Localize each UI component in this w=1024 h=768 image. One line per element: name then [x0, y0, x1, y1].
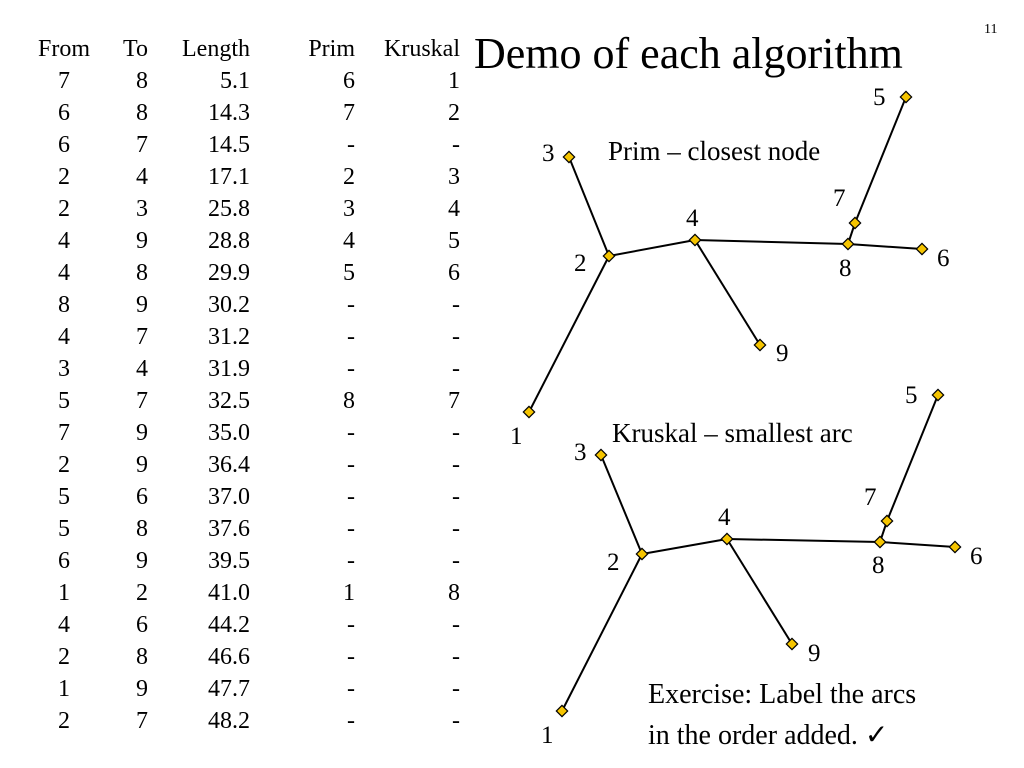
kruskal-node-label-1: 1: [541, 722, 554, 749]
prim-edge-7-5: [855, 97, 906, 223]
cell-kruskal: 3: [448, 164, 460, 190]
cell-kruskal: -: [452, 132, 460, 158]
cell-length: 14.5: [208, 132, 250, 158]
cell-prim: -: [347, 612, 355, 638]
cell-length: 5.1: [220, 68, 250, 94]
cell-prim: -: [347, 484, 355, 510]
cell-length: 37.6: [208, 516, 250, 542]
cell-kruskal: -: [452, 644, 460, 670]
cell-prim: -: [347, 548, 355, 574]
cell-to: 4: [136, 356, 148, 382]
cell-from: 2: [58, 644, 70, 670]
cell-kruskal: -: [452, 708, 460, 734]
prim-node-label-9: 9: [776, 340, 789, 367]
checkmark-icon: ✓: [864, 720, 889, 751]
cell-prim: 3: [343, 196, 355, 222]
cell-kruskal: -: [452, 292, 460, 318]
prim-edge-2-3: [569, 157, 609, 256]
cell-prim: 7: [343, 100, 355, 126]
cell-to: 8: [136, 516, 148, 542]
cell-from: 7: [58, 68, 70, 94]
cell-from: 4: [58, 260, 70, 286]
kruskal-node-label-5: 5: [905, 382, 918, 409]
cell-length: 28.8: [208, 228, 250, 254]
kruskal-node-label-6: 6: [970, 543, 983, 570]
cell-kruskal: -: [452, 324, 460, 350]
cell-to: 6: [136, 612, 148, 638]
header-kruskal: Kruskal: [384, 36, 460, 62]
cell-length: 48.2: [208, 708, 250, 734]
cell-prim: -: [347, 644, 355, 670]
prim-node-9: [754, 339, 765, 350]
cell-to: 7: [136, 324, 148, 350]
cell-length: 31.9: [208, 356, 250, 382]
kruskal-node-label-7: 7: [864, 484, 877, 511]
prim-node-label-5: 5: [873, 84, 886, 111]
cell-prim: -: [347, 324, 355, 350]
kruskal-edge-8-6: [880, 542, 955, 547]
prim-edge-2-4: [609, 240, 695, 256]
kruskal-edge-4-9: [727, 539, 792, 644]
cell-from: 5: [58, 484, 70, 510]
cell-prim: -: [347, 708, 355, 734]
cell-to: 9: [136, 676, 148, 702]
cell-prim: 8: [343, 388, 355, 414]
cell-to: 4: [136, 164, 148, 190]
cell-length: 29.9: [208, 260, 250, 286]
cell-kruskal: -: [452, 516, 460, 542]
cell-to: 8: [136, 100, 148, 126]
kruskal-node-4: [721, 533, 732, 544]
kruskal-node-3: [595, 449, 606, 460]
cell-to: 7: [136, 132, 148, 158]
cell-prim: -: [347, 292, 355, 318]
cell-length: 36.4: [208, 452, 250, 478]
cell-prim: -: [347, 356, 355, 382]
cell-from: 2: [58, 708, 70, 734]
cell-kruskal: -: [452, 612, 460, 638]
cell-kruskal: 8: [448, 580, 460, 606]
cell-kruskal: -: [452, 452, 460, 478]
cell-from: 1: [58, 580, 70, 606]
cell-to: 8: [136, 68, 148, 94]
cell-from: 4: [58, 228, 70, 254]
kruskal-edge-1-2: [562, 554, 642, 711]
cell-prim: 4: [343, 228, 355, 254]
cell-length: 14.3: [208, 100, 250, 126]
prim-node-8: [842, 238, 853, 249]
kruskal-node-label-2: 2: [607, 549, 620, 576]
kruskal-node-8: [874, 536, 885, 547]
cell-to: 9: [136, 228, 148, 254]
kruskal-node-label-8: 8: [872, 552, 885, 579]
cell-to: 8: [136, 644, 148, 670]
cell-prim: 2: [343, 164, 355, 190]
kruskal-node-9: [786, 638, 797, 649]
cell-prim: -: [347, 420, 355, 446]
prim-caption: Prim – closest node: [608, 136, 821, 166]
cell-from: 5: [58, 388, 70, 414]
cell-kruskal: -: [452, 676, 460, 702]
exercise-line-2-text: in the order added.: [648, 720, 858, 751]
kruskal-caption: Kruskal – smallest arc: [612, 418, 853, 448]
prim-node-5: [900, 91, 911, 102]
prim-edge-4-8: [695, 240, 848, 244]
cell-from: 6: [58, 548, 70, 574]
cell-kruskal: 1: [448, 68, 460, 94]
kruskal-node-1: [556, 705, 567, 716]
cell-kruskal: -: [452, 356, 460, 382]
prim-node-label-4: 4: [686, 205, 699, 232]
cell-from: 3: [58, 356, 70, 382]
kruskal-node-label-9: 9: [808, 640, 821, 667]
header-to: To: [123, 36, 148, 62]
prim-node-2: [603, 250, 614, 261]
cell-kruskal: 6: [448, 260, 460, 286]
cell-length: 17.1: [208, 164, 250, 190]
prim-tree: [510, 84, 950, 450]
cell-to: 3: [136, 196, 148, 222]
cell-from: 6: [58, 132, 70, 158]
cell-from: 4: [58, 612, 70, 638]
prim-node-4: [689, 234, 700, 245]
cell-kruskal: 4: [448, 196, 460, 222]
header-from: From: [37, 36, 90, 62]
cell-kruskal: 5: [448, 228, 460, 254]
cell-prim: -: [347, 132, 355, 158]
kruskal-edge-7-5: [887, 395, 938, 521]
prim-node-label-2: 2: [574, 250, 587, 277]
cell-prim: 1: [343, 580, 355, 606]
cell-length: 31.2: [208, 324, 250, 350]
cell-from: 6: [58, 100, 70, 126]
cell-length: 30.2: [208, 292, 250, 318]
cell-from: 2: [58, 452, 70, 478]
cell-length: 35.0: [208, 420, 250, 446]
cell-prim: -: [347, 452, 355, 478]
kruskal-edge-2-3: [601, 455, 642, 554]
exercise-line-1: Exercise: Label the arcs: [648, 679, 917, 710]
cell-length: 44.2: [208, 612, 250, 638]
cell-to: 8: [136, 260, 148, 286]
cell-prim: 6: [343, 68, 355, 94]
cell-to: 2: [136, 580, 148, 606]
header-prim: Prim: [308, 36, 355, 62]
cell-length: 39.5: [208, 548, 250, 574]
cell-kruskal: -: [452, 420, 460, 446]
cell-length: 25.8: [208, 196, 250, 222]
cell-to: 9: [136, 452, 148, 478]
cell-to: 7: [136, 708, 148, 734]
cell-length: 41.0: [208, 580, 250, 606]
cell-length: 37.0: [208, 484, 250, 510]
kruskal-edge-4-8: [727, 539, 880, 542]
cell-kruskal: 2: [448, 100, 460, 126]
cell-to: 9: [136, 548, 148, 574]
cell-prim: -: [347, 516, 355, 542]
prim-edge-8-6: [848, 244, 922, 249]
cell-from: 7: [58, 420, 70, 446]
kruskal-node-2: [636, 548, 647, 559]
cell-kruskal: -: [452, 548, 460, 574]
prim-node-label-7: 7: [833, 185, 846, 212]
prim-node-label-8: 8: [839, 255, 852, 282]
prim-node-7: [849, 217, 860, 228]
cell-to: 6: [136, 484, 148, 510]
kruskal-node-5: [932, 389, 943, 400]
cell-to: 9: [136, 292, 148, 318]
prim-node-label-3: 3: [542, 140, 555, 167]
cell-kruskal: -: [452, 484, 460, 510]
kruskal-node-label-4: 4: [718, 504, 731, 531]
cell-prim: -: [347, 676, 355, 702]
cell-from: 8: [58, 292, 70, 318]
prim-node-6: [916, 243, 927, 254]
exercise-note: [648, 674, 916, 756]
cell-length: 47.7: [208, 676, 250, 702]
prim-node-label-1: 1: [510, 423, 523, 450]
kruskal-edge-2-4: [642, 539, 727, 554]
cell-prim: 5: [343, 260, 355, 286]
slide-number: 11: [984, 22, 998, 37]
exercise-line-2: [648, 715, 916, 756]
cell-to: 9: [136, 420, 148, 446]
header-length: Length: [182, 36, 250, 62]
cell-from: 5: [58, 516, 70, 542]
kruskal-node-7: [881, 515, 892, 526]
kruskal-node-label-3: 3: [574, 439, 587, 466]
cell-kruskal: 7: [448, 388, 460, 414]
cell-length: 32.5: [208, 388, 250, 414]
cell-to: 7: [136, 388, 148, 414]
prim-node-label-6: 6: [937, 245, 950, 272]
slide-title: Demo of each algorithm: [474, 29, 903, 78]
prim-edge-1-2: [529, 256, 609, 412]
prim-edge-4-9: [695, 240, 760, 345]
prim-node-1: [523, 406, 534, 417]
cell-from: 2: [58, 164, 70, 190]
cell-from: 4: [58, 324, 70, 350]
cell-from: 2: [58, 196, 70, 222]
cell-from: 1: [58, 676, 70, 702]
prim-node-3: [563, 151, 574, 162]
cell-length: 46.6: [208, 644, 250, 670]
kruskal-node-6: [949, 541, 960, 552]
